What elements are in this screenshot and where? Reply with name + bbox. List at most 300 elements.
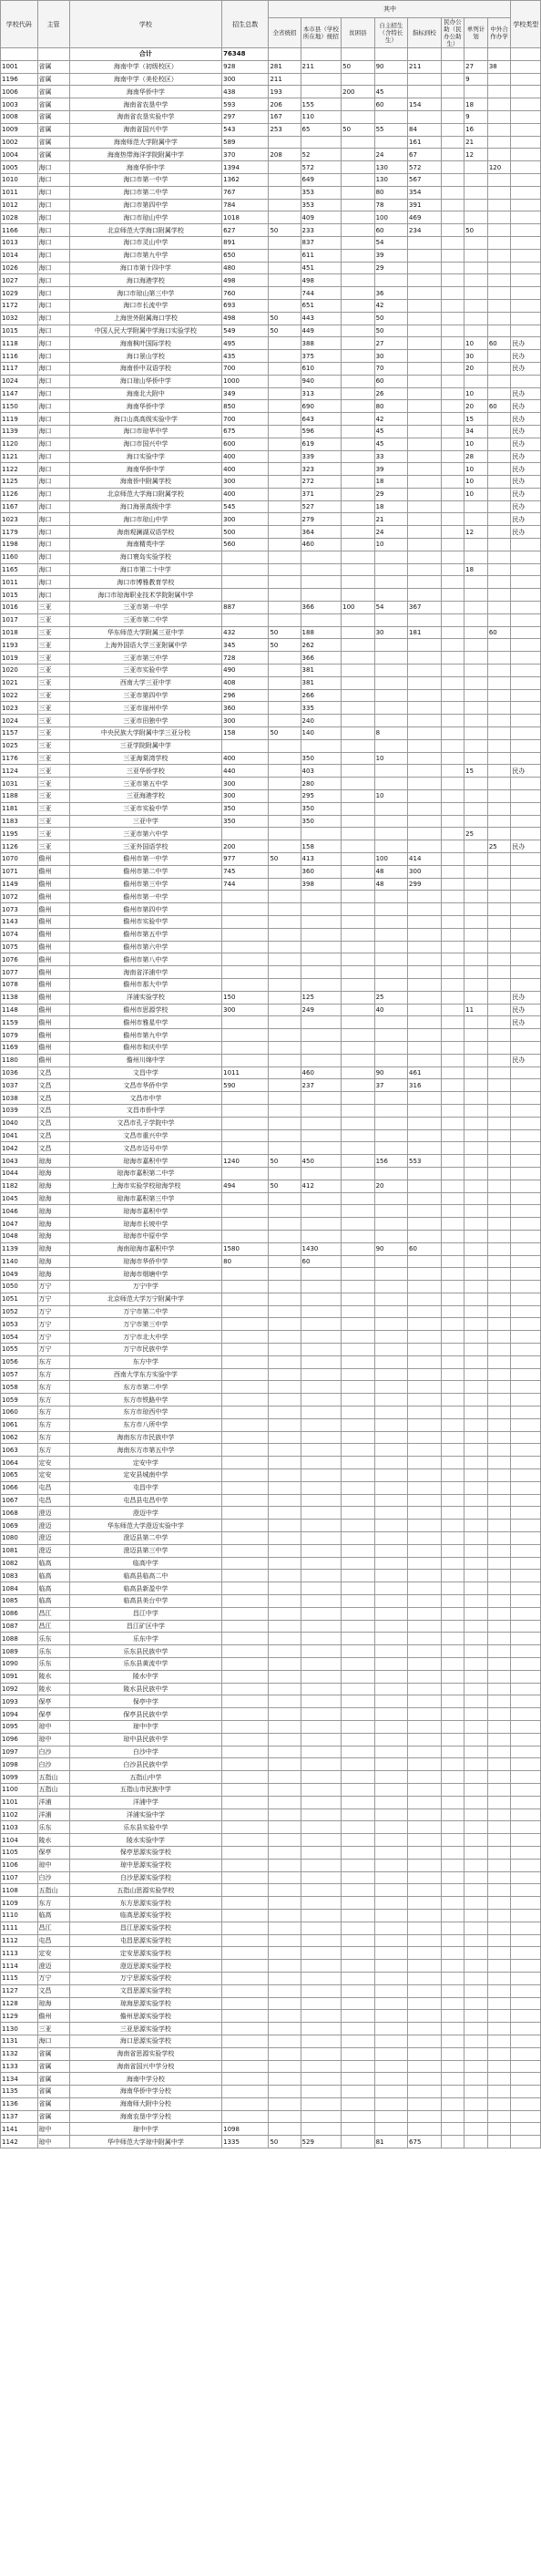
cell-total (222, 1884, 269, 1897)
cell-self (374, 928, 407, 941)
cell-poor-county (342, 1104, 374, 1117)
cell-dept: 东方 (37, 1444, 69, 1457)
cell-quota (408, 2035, 441, 2047)
cell-school: 儋州市第一中学 (69, 853, 221, 866)
cell-province (269, 1746, 301, 1758)
cell-quota (408, 1318, 441, 1331)
cell-self (374, 652, 407, 665)
cell-private-aided (441, 2035, 464, 2047)
cell-school: 三亚海港学校 (69, 790, 221, 803)
cell-province: 167 (269, 110, 301, 123)
cell-self (374, 1557, 407, 1570)
cell-quota (408, 1016, 441, 1029)
subheader-cell: 贫困县 (342, 18, 374, 48)
cell-poor-county (342, 463, 374, 476)
cell-quota: 316 (408, 1079, 441, 1092)
table-row (1, 1834, 541, 1847)
cell-quota (408, 1582, 441, 1595)
cell-type (511, 1129, 541, 1142)
header-dept: 主管 (37, 1, 69, 48)
cell-sino-foreign (487, 1771, 511, 1784)
cell-self (374, 802, 407, 815)
cell-type (511, 199, 541, 211)
cell-code: 1141 (1, 2123, 38, 2136)
cell-self: 60 (374, 375, 407, 387)
cell-local (301, 1720, 342, 1733)
cell-private-aided (441, 652, 464, 665)
cell-sino-foreign (487, 1984, 511, 1997)
cell-poor-county (342, 2110, 374, 2123)
cell-type (511, 2097, 541, 2110)
cell-total (222, 1016, 269, 1029)
cell-province (269, 375, 301, 387)
cell-total: 300 (222, 476, 269, 489)
cell-total (222, 1117, 269, 1129)
cell-self (374, 966, 407, 979)
table-row (1, 1771, 541, 1784)
cell-separate (464, 1620, 488, 1633)
cell-self: 30 (374, 350, 407, 363)
cell-quota (408, 689, 441, 702)
cell-total (222, 1557, 269, 1570)
cell-local: 403 (301, 765, 342, 778)
cell-school: 文昌市华侨中学 (69, 1079, 221, 1092)
cell-private-aided (441, 639, 464, 652)
table-row (1, 928, 541, 941)
cell-separate (464, 1029, 488, 1042)
cell-local (301, 1670, 342, 1683)
cell-private-aided (441, 136, 464, 149)
cell-self (374, 715, 407, 727)
cell-separate (464, 1381, 488, 1394)
cell-private-aided (441, 1318, 464, 1331)
cell-code: 1052 (1, 1305, 38, 1318)
cell-dept: 省属 (37, 2097, 69, 2110)
cell-poor-county (342, 2060, 374, 2073)
cell-type (511, 915, 541, 928)
table-row (1, 136, 541, 149)
cell-code: 1165 (1, 563, 38, 576)
cell-quota (408, 1683, 441, 1695)
cell-sino-foreign (487, 1255, 511, 1268)
cell-local (301, 613, 342, 626)
cell-code: 1066 (1, 1481, 38, 1494)
cell-dept: 海口 (37, 211, 69, 224)
cell-code: 1182 (1, 1180, 38, 1192)
cell-province (269, 1394, 301, 1406)
cell-province (269, 450, 301, 463)
cell-sino-foreign (487, 123, 511, 136)
cell-type: 民办 (511, 513, 541, 526)
cell-school: 北京师范大学万宁附属中学 (69, 1293, 221, 1305)
table-row (1, 413, 541, 426)
cell-total (222, 1041, 269, 1054)
cell-code: 1053 (1, 1318, 38, 1331)
cell-type: 民办 (511, 413, 541, 426)
cell-local: 155 (301, 98, 342, 111)
cell-self: 48 (374, 865, 407, 878)
cell-sino-foreign (487, 1066, 511, 1079)
cell-local: 110 (301, 110, 342, 123)
cell-code: 1003 (1, 98, 38, 111)
cell-type (511, 1771, 541, 1784)
cell-private-aided (441, 1733, 464, 1746)
cell-separate (464, 173, 488, 186)
cell-school: 万宁市第三中学 (69, 1318, 221, 1331)
cell-self (374, 1670, 407, 1683)
cell-code: 1049 (1, 1268, 38, 1281)
cell-separate: 10 (464, 476, 488, 489)
cell-sino-foreign (487, 1708, 511, 1721)
cell-dept: 文昌 (37, 1092, 69, 1105)
cell-type (511, 1796, 541, 1808)
cell-type (511, 73, 541, 86)
cell-separate (464, 161, 488, 174)
cell-dept: 琼海 (37, 1997, 69, 2010)
cell-code: 1045 (1, 1192, 38, 1205)
cell-sino-foreign (487, 287, 511, 300)
cell-poor-county (342, 1720, 374, 1733)
table-row (1, 1532, 541, 1545)
cell-code: 1128 (1, 1997, 38, 2010)
cell-poor-county (342, 1293, 374, 1305)
cell-poor-county (342, 1066, 374, 1079)
cell-separate (464, 2123, 488, 2136)
cell-sino-foreign (487, 1029, 511, 1042)
cell-code: 1005 (1, 161, 38, 174)
cell-separate (464, 991, 488, 1004)
cell-local (301, 2110, 342, 2123)
cell-total (222, 1997, 269, 2010)
cell-private-aided (441, 1293, 464, 1305)
cell-type (511, 865, 541, 878)
cell-quota (408, 978, 441, 991)
cell-sino-foreign (487, 1544, 511, 1557)
table-header-row (1, 1, 541, 18)
cell-separate: 12 (464, 149, 488, 161)
cell-school: 陵水县民族中学 (69, 1683, 221, 1695)
cell-dept: 儋州 (37, 978, 69, 991)
cell-sino-foreign (487, 1972, 511, 1984)
cell-self (374, 1821, 407, 1834)
cell-self: 10 (374, 790, 407, 803)
cell-type (511, 236, 541, 249)
cell-code: 1117 (1, 362, 38, 375)
table-row (1, 337, 541, 350)
cell-quota (408, 1268, 441, 1281)
cell-type (511, 1997, 541, 2010)
cell-separate (464, 1708, 488, 1721)
cell-type (511, 1821, 541, 1834)
cell-total (222, 2010, 269, 2023)
cell-province (269, 1947, 301, 1960)
cell-province (269, 778, 301, 790)
cell-school: 三亚思源实验学校 (69, 2023, 221, 2035)
cell-dept: 乐东 (37, 1633, 69, 1645)
cell-self (374, 1016, 407, 1029)
table-row (1, 1344, 541, 1356)
cell-private-aided (441, 2023, 464, 2035)
cell-private-aided (441, 2010, 464, 2023)
cell-school: 三亚市第三中学 (69, 652, 221, 665)
total-cell (342, 48, 374, 61)
cell-local: 690 (301, 400, 342, 413)
cell-quota (408, 73, 441, 86)
cell-quota: 60 (408, 1242, 441, 1255)
cell-private-aided (441, 186, 464, 199)
cell-local: 237 (301, 1079, 342, 1092)
cell-local (301, 1368, 342, 1381)
cell-sino-foreign (487, 1406, 511, 1419)
cell-type: 民办 (511, 463, 541, 476)
cell-sino-foreign (487, 1054, 511, 1066)
table-row (1, 60, 541, 73)
cell-private-aided (441, 715, 464, 727)
cell-sino-foreign: 60 (487, 337, 511, 350)
cell-separate (464, 715, 488, 727)
cell-province (269, 1218, 301, 1231)
cell-province (269, 828, 301, 840)
cell-quota: 84 (408, 123, 441, 136)
cell-self (374, 1381, 407, 1394)
cell-private-aided (441, 853, 464, 866)
cell-self (374, 1746, 407, 1758)
cell-private-aided (441, 1884, 464, 1897)
cell-province (269, 2047, 301, 2060)
cell-quota (408, 2110, 441, 2123)
cell-dept: 文昌 (37, 1142, 69, 1155)
cell-dept: 儋州 (37, 1041, 69, 1054)
cell-type (511, 1230, 541, 1242)
table-row (1, 953, 541, 966)
cell-separate (464, 1104, 488, 1117)
cell-dept: 临高 (37, 1595, 69, 1608)
cell-total: 494 (222, 1180, 269, 1192)
cell-school: 东方市铁路中学 (69, 1394, 221, 1406)
cell-quota (408, 1520, 441, 1532)
cell-self: 90 (374, 1242, 407, 1255)
cell-sino-foreign (487, 1658, 511, 1671)
cell-code: 1008 (1, 110, 38, 123)
cell-quota: 300 (408, 865, 441, 878)
cell-type (511, 2023, 541, 2035)
cell-school: 文昌市孔子学院中学 (69, 1117, 221, 1129)
cell-quota (408, 551, 441, 563)
cell-dept: 省属 (37, 60, 69, 73)
cell-total: 1394 (222, 161, 269, 174)
cell-total (222, 1344, 269, 1356)
cell-code: 1180 (1, 1054, 38, 1066)
cell-private-aided (441, 476, 464, 489)
cell-self (374, 676, 407, 689)
table-row (1, 1457, 541, 1469)
cell-separate (464, 1607, 488, 1620)
cell-total (222, 1355, 269, 1368)
cell-type (511, 1381, 541, 1394)
cell-dept: 三亚 (37, 626, 69, 639)
cell-sino-foreign (487, 488, 511, 500)
cell-dept: 海口 (37, 2035, 69, 2047)
cell-poor-county (342, 702, 374, 715)
cell-self (374, 2086, 407, 2098)
cell-local (301, 73, 342, 86)
table-row (1, 2073, 541, 2086)
table-row (1, 1117, 541, 1129)
table-row (1, 1544, 541, 1557)
cell-separate (464, 2035, 488, 2047)
cell-province (269, 249, 301, 262)
cell-poor-county (342, 1029, 374, 1042)
cell-total (222, 1922, 269, 1934)
cell-total (222, 1457, 269, 1469)
cell-quota (408, 752, 441, 765)
cell-private-aided (441, 1909, 464, 1922)
cell-self (374, 1355, 407, 1368)
cell-sino-foreign (487, 1293, 511, 1305)
cell-dept: 三亚 (37, 602, 69, 614)
cell-self (374, 1344, 407, 1356)
cell-quota (408, 1846, 441, 1859)
cell-school: 东方思源实验学校 (69, 1897, 221, 1910)
cell-local: 596 (301, 425, 342, 438)
cell-separate (464, 1972, 488, 1984)
subheader-cell: 自主招生（含特长生） (374, 18, 407, 48)
cell-total: 700 (222, 413, 269, 426)
cell-province: 50 (269, 626, 301, 639)
cell-school: 洋浦实验学校 (69, 991, 221, 1004)
cell-separate (464, 1670, 488, 1683)
cell-local (301, 2010, 342, 2023)
cell-total (222, 1532, 269, 1545)
cell-dept: 澄迈 (37, 1507, 69, 1520)
cell-sino-foreign (487, 1344, 511, 1356)
cell-private-aided (441, 1720, 464, 1733)
cell-quota: 154 (408, 98, 441, 111)
cell-type (511, 1142, 541, 1155)
cell-province (269, 802, 301, 815)
cell-local (301, 1708, 342, 1721)
cell-self: 60 (374, 224, 407, 237)
cell-poor-county (342, 211, 374, 224)
cell-local (301, 1444, 342, 1457)
cell-separate: 30 (464, 350, 488, 363)
cell-code: 1088 (1, 1633, 38, 1645)
cell-self (374, 1570, 407, 1582)
cell-sino-foreign (487, 526, 511, 539)
cell-local (301, 1771, 342, 1784)
cell-local (301, 966, 342, 979)
table-row (1, 1557, 541, 1570)
cell-total: 345 (222, 639, 269, 652)
cell-type (511, 953, 541, 966)
cell-sino-foreign (487, 325, 511, 337)
cell-poor-county (342, 73, 374, 86)
cell-local (301, 1658, 342, 1671)
cell-poor-county (342, 1318, 374, 1331)
cell-type (511, 1846, 541, 1859)
cell-quota (408, 1218, 441, 1231)
cell-total: 370 (222, 149, 269, 161)
cell-dept: 海口 (37, 161, 69, 174)
cell-sino-foreign (487, 224, 511, 237)
cell-quota (408, 1708, 441, 1721)
cell-total (222, 1167, 269, 1180)
cell-poor-county (342, 98, 374, 111)
cell-quota (408, 840, 441, 853)
cell-school: 海南师范大学附属中学 (69, 136, 221, 149)
table-row (1, 978, 541, 991)
cell-school: 白沙思源实验学校 (69, 1871, 221, 1884)
cell-poor-county (342, 1368, 374, 1381)
cell-sino-foreign (487, 1997, 511, 2010)
cell-code: 1036 (1, 1066, 38, 1079)
cell-quota (408, 1431, 441, 1444)
cell-self (374, 1444, 407, 1457)
cell-province (269, 689, 301, 702)
cell-dept: 海口 (37, 563, 69, 576)
cell-dept: 海口 (37, 513, 69, 526)
cell-local (301, 1607, 342, 1620)
cell-total (222, 1771, 269, 1784)
cell-poor-county (342, 1746, 374, 1758)
cell-private-aided (441, 1922, 464, 1934)
cell-province (269, 1595, 301, 1608)
cell-sino-foreign (487, 2097, 511, 2110)
cell-poor-county (342, 2123, 374, 2136)
cell-separate (464, 262, 488, 274)
cell-code: 1039 (1, 1104, 38, 1117)
cell-quota (408, 1418, 441, 1431)
cell-private-aided (441, 60, 464, 73)
cell-school: 澄迈县第三中学 (69, 1544, 221, 1557)
cell-sino-foreign (487, 2023, 511, 2035)
cell-private-aided (441, 413, 464, 426)
cell-separate (464, 1494, 488, 1507)
cell-separate (464, 1268, 488, 1281)
cell-sino-foreign (487, 652, 511, 665)
cell-total (222, 2097, 269, 2110)
cell-type (511, 1507, 541, 1520)
cell-private-aided (441, 1796, 464, 1808)
cell-school: 澄迈县第二中学 (69, 1532, 221, 1545)
cell-school: 临高中学 (69, 1557, 221, 1570)
cell-dept: 屯昌 (37, 1934, 69, 1947)
cell-code: 1099 (1, 1771, 38, 1784)
table-row (1, 438, 541, 450)
cell-province (269, 840, 301, 853)
cell-private-aided (441, 249, 464, 262)
total-cell (374, 48, 407, 61)
cell-sino-foreign (487, 1808, 511, 1821)
cell-poor-county (342, 815, 374, 828)
cell-sino-foreign (487, 1947, 511, 1960)
table-row (1, 299, 541, 312)
cell-sino-foreign: 120 (487, 161, 511, 174)
cell-local (301, 1808, 342, 1821)
table-row (1, 1394, 541, 1406)
cell-self (374, 1897, 407, 1910)
cell-private-aided (441, 752, 464, 765)
cell-total (222, 1834, 269, 1847)
cell-code: 1038 (1, 1092, 38, 1105)
cell-quota (408, 1532, 441, 1545)
cell-quota (408, 1544, 441, 1557)
table-row (1, 2123, 541, 2136)
cell-type (511, 589, 541, 602)
cell-quota (408, 438, 441, 450)
cell-poor-county (342, 1394, 374, 1406)
cell-sino-foreign (487, 1532, 511, 1545)
